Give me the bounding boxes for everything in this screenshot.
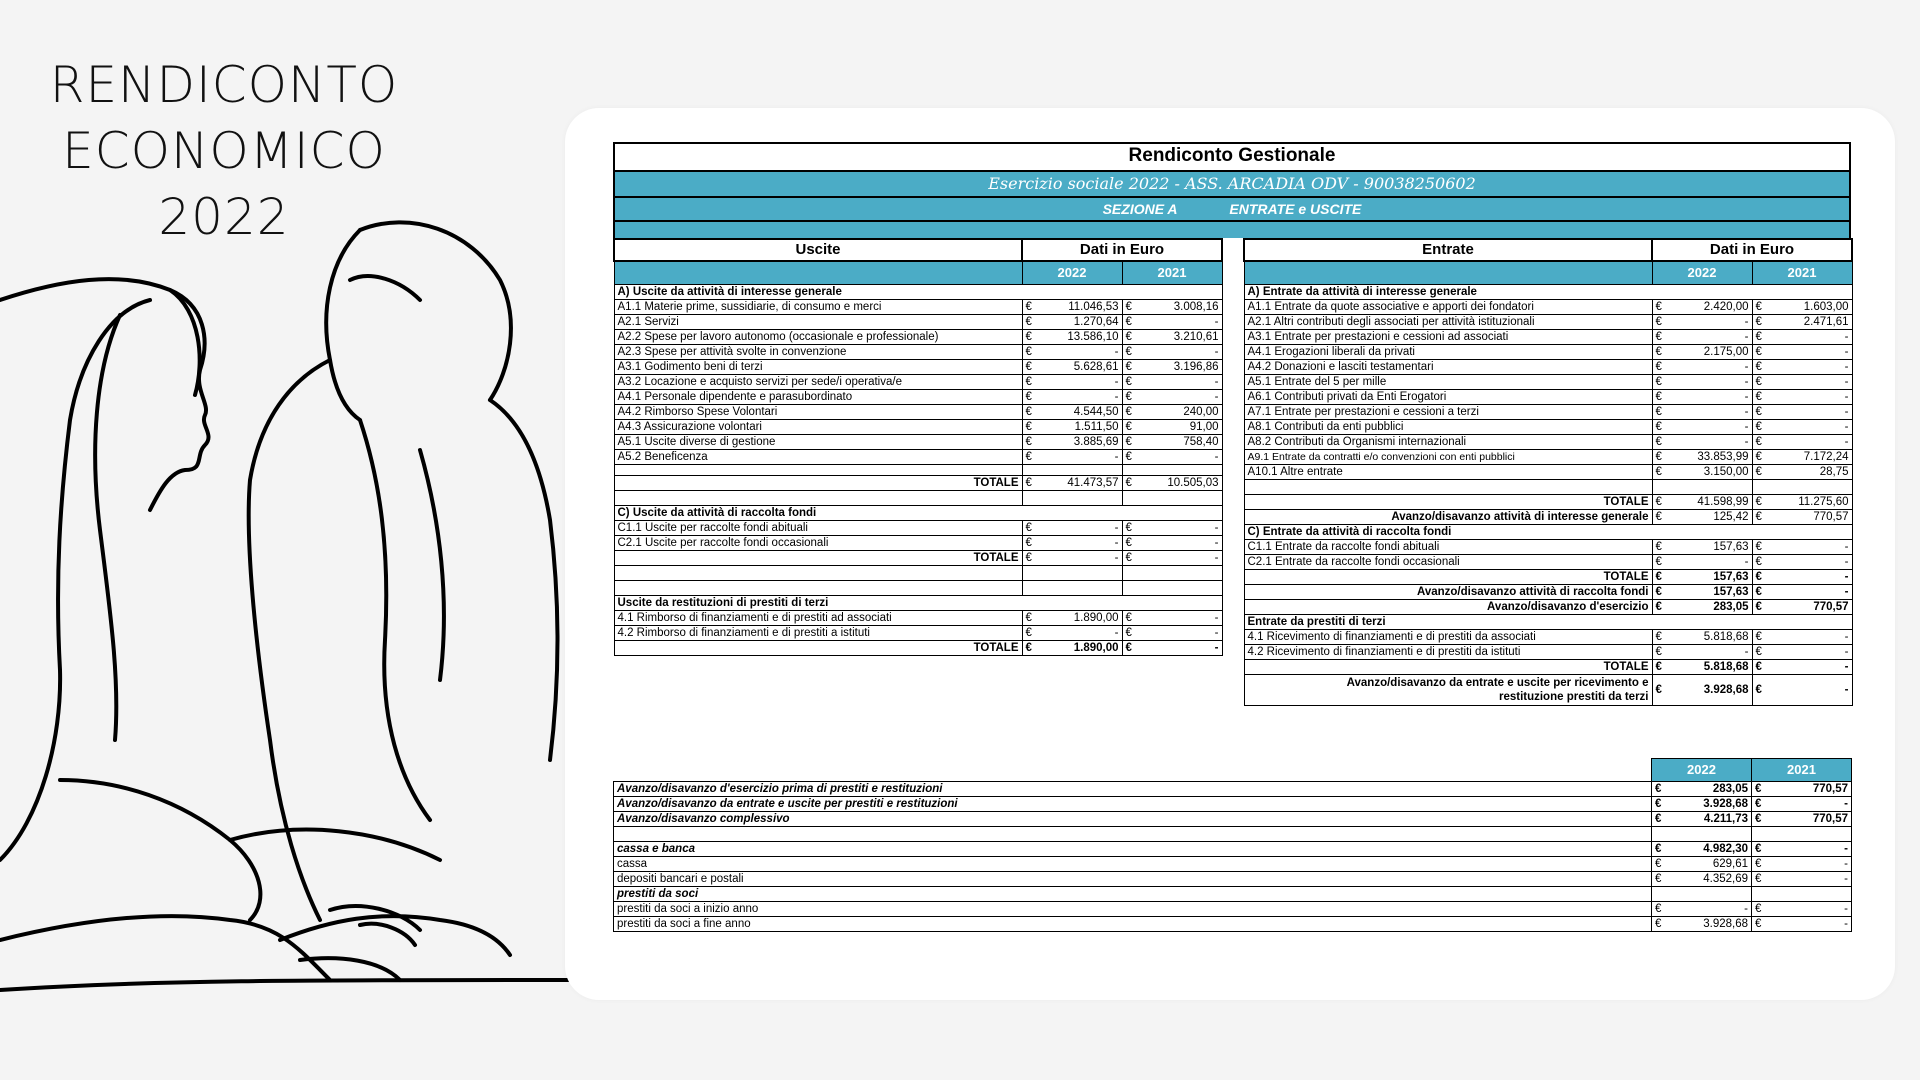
uscite-a-value-2021: € -	[1122, 345, 1222, 360]
entrate-a-value-2021: € -	[1752, 360, 1852, 375]
uscite-a-label: A2.3 Spese per attività svolte in convenzione	[614, 345, 1022, 360]
uscite-a-row	[614, 360, 1222, 375]
entrate-a-row	[1244, 315, 1852, 330]
summary-row	[614, 812, 1852, 827]
uscite-a-value-2021: € -	[1122, 390, 1222, 405]
uscite-c-total-2022: € -	[1022, 551, 1122, 566]
uscite-a-label: A4.1 Personale dipendente e parasubordinato	[614, 390, 1022, 405]
entrate-p-value-2022: € -	[1652, 645, 1752, 660]
entrate-a-value-2021: € -	[1752, 345, 1852, 360]
uscite-a-value-2022: € 13.586,10	[1022, 330, 1122, 345]
summary-label: Avanzo/disavanzo da entrate e uscite per prestiti e restituzioni	[614, 797, 1652, 812]
entrate-c-value-2021: € -	[1752, 555, 1852, 570]
entrate-a-label: A8.2 Contributi da Organismi internazionali	[1244, 435, 1652, 450]
prestiti-label: prestiti da soci a inizio anno	[614, 902, 1652, 917]
entrate-esercizio-label: Avanzo/disavanzo d'esercizio	[1244, 600, 1652, 615]
entrate-esercizio-2022: € 283,05	[1652, 600, 1752, 615]
section-header	[613, 196, 1851, 220]
entrate-a-row	[1244, 420, 1852, 435]
entrate-c-value-2021: € -	[1752, 540, 1852, 555]
summary-value-2022: € 4.211,73	[1652, 812, 1752, 827]
uscite-p-title: Uscite da restituzioni di prestiti di terzi	[614, 596, 1222, 611]
entrate-a-value-2022: € -	[1652, 405, 1752, 420]
uscite-a-value-2021: € 3.008,16	[1122, 300, 1222, 315]
summary-label: Avanzo/disavanzo complessivo	[614, 812, 1652, 827]
entrate-c-row	[1244, 540, 1852, 555]
uscite-p-value-2022: € -	[1022, 626, 1122, 641]
entrate-c-total-2022: € 157,63	[1652, 570, 1752, 585]
entrate-a-row	[1244, 435, 1852, 450]
entrate-a-row	[1244, 390, 1852, 405]
uscite-p-value-2021: € -	[1122, 626, 1222, 641]
summary-value-2021: € 770,57	[1752, 812, 1852, 827]
entrate-a-value-2022: € 2.420,00	[1652, 300, 1752, 315]
uscite-a-row	[614, 315, 1222, 330]
report-title: Rendiconto Gestionale	[613, 142, 1851, 170]
entrate-p-value-2021: € -	[1752, 630, 1852, 645]
uscite-a-value-2021: € 758,40	[1122, 435, 1222, 450]
entrate-c-row	[1244, 555, 1852, 570]
uscite-p-row	[614, 626, 1222, 641]
entrate-a-avanzo-label: Avanzo/disavanzo attività di interesse generale	[1244, 510, 1652, 525]
prestiti-row	[614, 902, 1852, 917]
uscite-p-value-2022: € 1.890,00	[1022, 611, 1122, 626]
section-spacer	[613, 220, 1851, 238]
entrate-a-value-2022: € -	[1652, 390, 1752, 405]
uscite-a-row	[614, 420, 1222, 435]
uscite-a-title: A) Uscite da attività di interesse generale	[614, 285, 1222, 300]
entrate-a-value-2022: € -	[1652, 360, 1752, 375]
uscite-year-1: 2022	[1022, 261, 1122, 285]
report-subtitle: Esercizio sociale 2022 - ASS. ARCADIA ODV - 90038250602	[613, 170, 1851, 196]
uscite-c-value-2022: € -	[1022, 521, 1122, 536]
summary-table	[613, 758, 1851, 932]
entrate-a-value-2021: € -	[1752, 435, 1852, 450]
prestiti-label: prestiti da soci a fine anno	[614, 917, 1652, 932]
uscite-year-blank	[614, 261, 1022, 285]
entrate-c-avanzo-label: Avanzo/disavanzo attività di raccolta fondi	[1244, 585, 1652, 600]
uscite-a-label: A3.1 Godimento beni di terzi	[614, 360, 1022, 375]
entrate-table	[1243, 238, 1851, 706]
summary-label: Avanzo/disavanzo d'esercizio prima di prestiti e restituzioni	[614, 782, 1652, 797]
uscite-c-total-label: TOTALE	[614, 551, 1022, 566]
entrate-a-value-2022: € 33.853,99	[1652, 450, 1752, 465]
uscite-a-value-2022: € 3.885,69	[1022, 435, 1122, 450]
entrate-a-total-2022: € 41.598,99	[1652, 495, 1752, 510]
entrate-a-label: A2.1 Altri contributi degli associati per attività istituzionali	[1244, 315, 1652, 330]
uscite-a-label: A1.1 Materie prime, sussidiarie, di consumo e merci	[614, 300, 1022, 315]
entrate-year-2: 2021	[1752, 261, 1852, 285]
rendiconto-sheet	[613, 142, 1851, 932]
entrate-c-label: C2.1 Entrate da raccolte fondi occasionali	[1244, 555, 1652, 570]
entrate-p-total-2021: € -	[1752, 660, 1852, 675]
entrate-header: Entrate	[1244, 239, 1652, 261]
entrate-a-label: A8.1 Contributi da enti pubblici	[1244, 420, 1652, 435]
entrate-a-row	[1244, 405, 1852, 420]
uscite-a-value-2022: € 1.511,50	[1022, 420, 1122, 435]
entrate-c-total-label: TOTALE	[1244, 570, 1652, 585]
entrate-a-label: A10.1 Altre entrate	[1244, 465, 1652, 480]
summary-value-2022: € 283,05	[1652, 782, 1752, 797]
entrate-a-value-2021: € 2.471,61	[1752, 315, 1852, 330]
cassa-row	[614, 872, 1852, 887]
entrate-a-value-2022: € -	[1652, 375, 1752, 390]
uscite-c-value-2021: € -	[1122, 536, 1222, 551]
uscite-a-row	[614, 345, 1222, 360]
uscite-p-row	[614, 611, 1222, 626]
uscite-p-label: 4.1 Rimborso di finanziamenti e di prestiti ad associati	[614, 611, 1022, 626]
uscite-c-total-2021: € -	[1122, 551, 1222, 566]
uscite-header: Uscite	[614, 239, 1022, 261]
entrate-a-label: A4.2 Donazioni e lasciti testamentari	[1244, 360, 1652, 375]
entrate-a-title: A) Entrate da attività di interesse generale	[1244, 285, 1852, 300]
entrate-a-value-2022: € -	[1652, 315, 1752, 330]
section-desc: ENTRATE e USCITE	[1229, 201, 1362, 217]
entrate-a-value-2022: € -	[1652, 420, 1752, 435]
entrate-a-value-2022: € -	[1652, 330, 1752, 345]
uscite-c-title: C) Uscite da attività di raccolta fondi	[614, 506, 1222, 521]
section-label: SEZIONE A	[1102, 201, 1178, 217]
uscite-year-2: 2021	[1122, 261, 1222, 285]
entrate-year-blank	[1244, 261, 1652, 285]
entrate-c-avanzo-2021: € -	[1752, 585, 1852, 600]
entrate-a-value-2021: € -	[1752, 330, 1852, 345]
uscite-a-row	[614, 375, 1222, 390]
entrate-p-label: 4.2 Ricevimento di finanziamenti e di prestiti da istituti	[1244, 645, 1652, 660]
prestiti-title: prestiti da soci	[614, 887, 1652, 902]
summary-year-1: 2022	[1652, 759, 1752, 782]
uscite-c-row	[614, 521, 1222, 536]
entrate-a-label: A6.1 Contributi privati da Enti Erogatori	[1244, 390, 1652, 405]
entrate-p-label: 4.1 Ricevimento di finanziamenti e di prestiti da associati	[1244, 630, 1652, 645]
entrate-a-label: A1.1 Entrate da quote associative e apporti dei fondatori	[1244, 300, 1652, 315]
entrate-p-row	[1244, 630, 1852, 645]
uscite-table	[613, 238, 1221, 656]
entrate-esercizio-2021: € 770,57	[1752, 600, 1852, 615]
uscite-a-row	[614, 330, 1222, 345]
page-title-line-2: ECONOMICO	[62, 122, 386, 180]
uscite-dati-header: Dati in Euro	[1022, 239, 1222, 261]
entrate-p-total-label: TOTALE	[1244, 660, 1652, 675]
uscite-a-value-2022: € 4.544,50	[1022, 405, 1122, 420]
entrate-c-value-2022: € 157,63	[1652, 540, 1752, 555]
uscite-c-label: C2.1 Uscite per raccolte fondi occasionali	[614, 536, 1022, 551]
summary-year-2: 2021	[1752, 759, 1852, 782]
entrate-a-row	[1244, 330, 1852, 345]
prestiti-value-2022: € 3.928,68	[1652, 917, 1752, 932]
uscite-a-value-2021: € 240,00	[1122, 405, 1222, 420]
uscite-a-value-2022: € -	[1022, 375, 1122, 390]
entrate-a-label: A7.1 Entrate per prestazioni e cessioni a terzi	[1244, 405, 1652, 420]
cassa-label: depositi bancari e postali	[614, 872, 1652, 887]
entrate-c-total-2021: € -	[1752, 570, 1852, 585]
entrate-a-value-2021: € -	[1752, 375, 1852, 390]
uscite-p-label: 4.2 Rimborso di finanziamenti e di prestiti a istituti	[614, 626, 1022, 641]
entrate-a-label: A5.1 Entrate del 5 per mille	[1244, 375, 1652, 390]
prestiti-value-2022: € -	[1652, 902, 1752, 917]
uscite-c-label: C1.1 Uscite per raccolte fondi abituali	[614, 521, 1022, 536]
summary-value-2021: € 770,57	[1752, 782, 1852, 797]
entrate-c-label: C1.1 Entrate da raccolte fondi abituali	[1244, 540, 1652, 555]
cassa-value-2022: € 629,61	[1652, 857, 1752, 872]
entrate-p-title: Entrate da prestiti di terzi	[1244, 615, 1852, 630]
uscite-a-value-2021: € -	[1122, 450, 1222, 465]
cassa-value-2021: € -	[1752, 872, 1852, 887]
entrate-a-label: A4.1 Erogazioni liberali da privati	[1244, 345, 1652, 360]
summary-row	[614, 782, 1852, 797]
page-title-line-3: 2022	[158, 188, 290, 246]
entrate-p-value-2021: € -	[1752, 645, 1852, 660]
entrate-a-row	[1244, 360, 1852, 375]
uscite-a-row	[614, 450, 1222, 465]
uscite-a-label: A2.1 Servizi	[614, 315, 1022, 330]
uscite-a-label: A5.1 Uscite diverse di gestione	[614, 435, 1022, 450]
entrate-a-value-2021: € -	[1752, 390, 1852, 405]
entrate-p-row	[1244, 645, 1852, 660]
uscite-a-label: A4.3 Assicurazione volontari	[614, 420, 1022, 435]
entrate-a-avanzo-2022: € 125,42	[1652, 510, 1752, 525]
cassa-value-2022: € 4.352,69	[1652, 872, 1752, 887]
cassa-label: cassa	[614, 857, 1652, 872]
uscite-a-label: A5.2 Beneficenza	[614, 450, 1022, 465]
uscite-p-total-2022: € 1.890,00	[1022, 641, 1122, 656]
uscite-a-label: A2.2 Spese per lavoro autonomo (occasionale e professionale)	[614, 330, 1022, 345]
uscite-a-row	[614, 300, 1222, 315]
uscite-a-total-2021: € 10.505,03	[1122, 476, 1222, 491]
uscite-a-value-2021: € -	[1122, 315, 1222, 330]
entrate-c-value-2022: € -	[1652, 555, 1752, 570]
entrate-a-total-label: TOTALE	[1244, 495, 1652, 510]
entrate-a-value-2022: € 2.175,00	[1652, 345, 1752, 360]
uscite-c-value-2022: € -	[1022, 536, 1122, 551]
uscite-a-value-2022: € 5.628,61	[1022, 360, 1122, 375]
entrate-a-avanzo-2021: € 770,57	[1752, 510, 1852, 525]
prestiti-value-2021: € -	[1752, 902, 1852, 917]
uscite-a-value-2021: € 3.196,86	[1122, 360, 1222, 375]
uscite-a-value-2022: € -	[1022, 390, 1122, 405]
line-art-illustration	[0, 220, 580, 1020]
entrate-dati-header: Dati in Euro	[1652, 239, 1852, 261]
entrate-p-avanzo-2021: € -	[1752, 675, 1852, 706]
entrate-a-label: A9.1 Entrate da contratti e/o convenzioni con enti pubblici	[1244, 450, 1652, 465]
uscite-a-row	[614, 435, 1222, 450]
entrate-a-value-2022: € 3.150,00	[1652, 465, 1752, 480]
prestiti-value-2021: € -	[1752, 917, 1852, 932]
uscite-a-value-2022: € -	[1022, 345, 1122, 360]
uscite-a-value-2021: € 91,00	[1122, 420, 1222, 435]
uscite-c-row	[614, 536, 1222, 551]
uscite-a-value-2022: € 1.270,64	[1022, 315, 1122, 330]
uscite-a-total-2022: € 41.473,57	[1022, 476, 1122, 491]
prestiti-row	[614, 917, 1852, 932]
uscite-a-label: A3.2 Locazione e acquisto servizi per sede/i operativa/e	[614, 375, 1022, 390]
uscite-a-row	[614, 405, 1222, 420]
entrate-p-avanzo-2022: € 3.928,68	[1652, 675, 1752, 706]
summary-value-2022: € 3.928,68	[1652, 797, 1752, 812]
entrate-c-avanzo-2022: € 157,63	[1652, 585, 1752, 600]
entrate-a-row	[1244, 300, 1852, 315]
entrate-a-row	[1244, 375, 1852, 390]
entrate-a-row	[1244, 345, 1852, 360]
uscite-a-label: A4.2 Rimborso Spese Volontari	[614, 405, 1022, 420]
uscite-a-value-2021: € 3.210,61	[1122, 330, 1222, 345]
uscite-p-total-2021: € -	[1122, 641, 1222, 656]
cassa-total-2021: € -	[1752, 842, 1852, 857]
cassa-value-2021: € -	[1752, 857, 1852, 872]
entrate-a-value-2022: € -	[1652, 435, 1752, 450]
entrate-a-row	[1244, 465, 1852, 480]
uscite-p-total-label: TOTALE	[614, 641, 1022, 656]
uscite-a-value-2022: € 11.046,53	[1022, 300, 1122, 315]
uscite-a-value-2021: € -	[1122, 375, 1222, 390]
entrate-a-row	[1244, 450, 1852, 465]
uscite-a-total-label: TOTALE	[614, 476, 1022, 491]
page-title-line-1: RENDICONTO	[49, 56, 399, 114]
entrate-a-value-2021: € -	[1752, 420, 1852, 435]
uscite-c-value-2021: € -	[1122, 521, 1222, 536]
entrate-p-value-2022: € 5.818,68	[1652, 630, 1752, 645]
entrate-c-title: C) Entrate da attività di raccolta fondi	[1244, 525, 1852, 540]
summary-value-2021: € -	[1752, 797, 1852, 812]
entrate-p-total-2022: € 5.818,68	[1652, 660, 1752, 675]
cassa-total-2022: € 4.982,30	[1652, 842, 1752, 857]
entrate-a-label: A3.1 Entrate per prestazioni e cessioni ad associati	[1244, 330, 1652, 345]
entrate-a-total-2021: € 11.275,60	[1752, 495, 1852, 510]
uscite-a-value-2022: € -	[1022, 450, 1122, 465]
entrate-year-1: 2022	[1652, 261, 1752, 285]
entrate-p-avanzo-label: Avanzo/disavanzo da entrate e uscite per ricevimento e restituzione prestiti da terzi	[1244, 675, 1652, 706]
entrate-a-value-2021: € 7.172,24	[1752, 450, 1852, 465]
entrate-a-value-2021: € 1.603,00	[1752, 300, 1852, 315]
entrate-a-value-2021: € 28,75	[1752, 465, 1852, 480]
cassa-title: cassa e banca	[614, 842, 1652, 857]
cassa-row	[614, 857, 1852, 872]
uscite-p-value-2021: € -	[1122, 611, 1222, 626]
uscite-a-row	[614, 390, 1222, 405]
entrate-a-value-2021: € -	[1752, 405, 1852, 420]
summary-row	[614, 797, 1852, 812]
